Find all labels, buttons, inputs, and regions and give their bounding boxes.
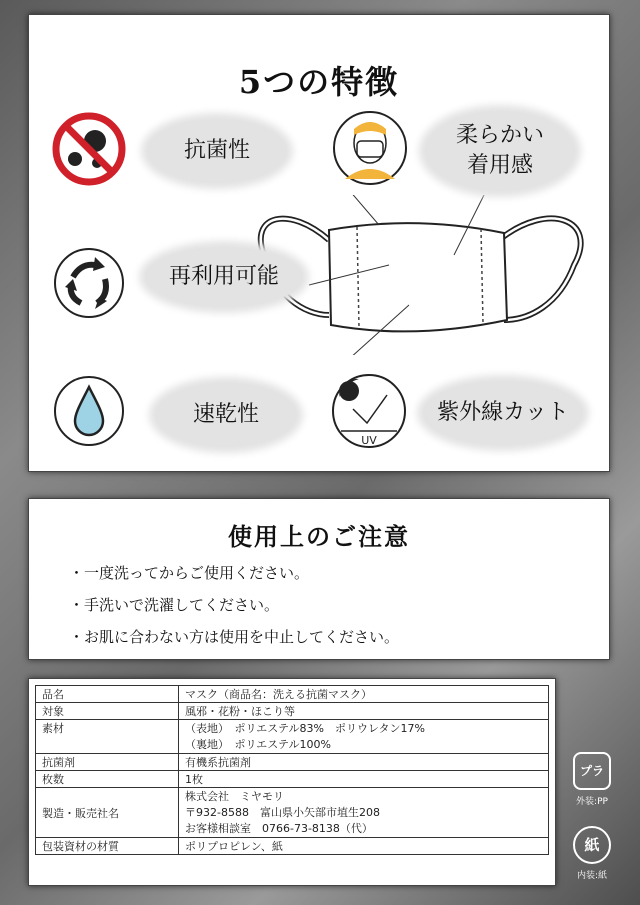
paper-recycle-icon: 紙 [573,826,611,864]
feature-reusable: 再利用可能 [145,247,303,307]
notice-panel [28,498,610,660]
no-germs-icon [51,111,127,187]
feature-uv-cut: 紫外線カット [423,381,583,445]
pp-recycle-icon: プラ [573,752,611,790]
uv-cut-icon [329,371,409,451]
feature-quick-dry: 速乾性 [155,383,297,447]
table-row: 枚数 1枚 [36,771,549,788]
paper-label: 内装:紙 [576,871,608,881]
table-row: 素材 （表地） ポリエステル83% ポリウレタン17% （裏地） ポリエステル100% [36,720,549,754]
notice-list [69,557,399,653]
spec-table [35,685,549,855]
mask-face-icon [331,109,409,187]
pp-label: 外装:PP [576,797,608,807]
table-row: 抗菌剤 有機系抗菌剤 [36,754,549,771]
feature-antibacterial: 抗菌性 [147,119,287,183]
recycle-icon [51,245,127,321]
paper-recycle-mark [566,826,618,881]
spec-panel [28,678,556,886]
notice-item: ・一度洗ってからご使用ください。 [69,564,310,582]
table-row: 製造・販売社名 株式会社 ミヤモリ 〒932-8588 富山県小矢部市埴生208 お客様相談室 0766-73-8138（代） [36,788,549,838]
table-row: 品名 マスク（商品名：洗える抗菌マスク） [36,686,549,703]
table-row: 対象 風邪・花粉・ほこり等 [36,703,549,720]
pp-recycle-mark [566,752,618,807]
features-title: 5つの特徴 [238,63,400,101]
notice-title: 使用上のご注意 [228,522,410,551]
notice-item: ・お肌に合わない方は使用を中止してください。 [69,628,400,646]
uv-text: UV [361,434,377,447]
features-panel [28,14,610,472]
table-row: 包装資材の材質 ポリプロピレン、紙 [36,838,549,855]
feature-soft: 柔らかい 着用感 [425,111,575,191]
notice-item: ・手洗いで洗濯してください。 [69,596,280,614]
water-drop-icon [51,373,127,449]
